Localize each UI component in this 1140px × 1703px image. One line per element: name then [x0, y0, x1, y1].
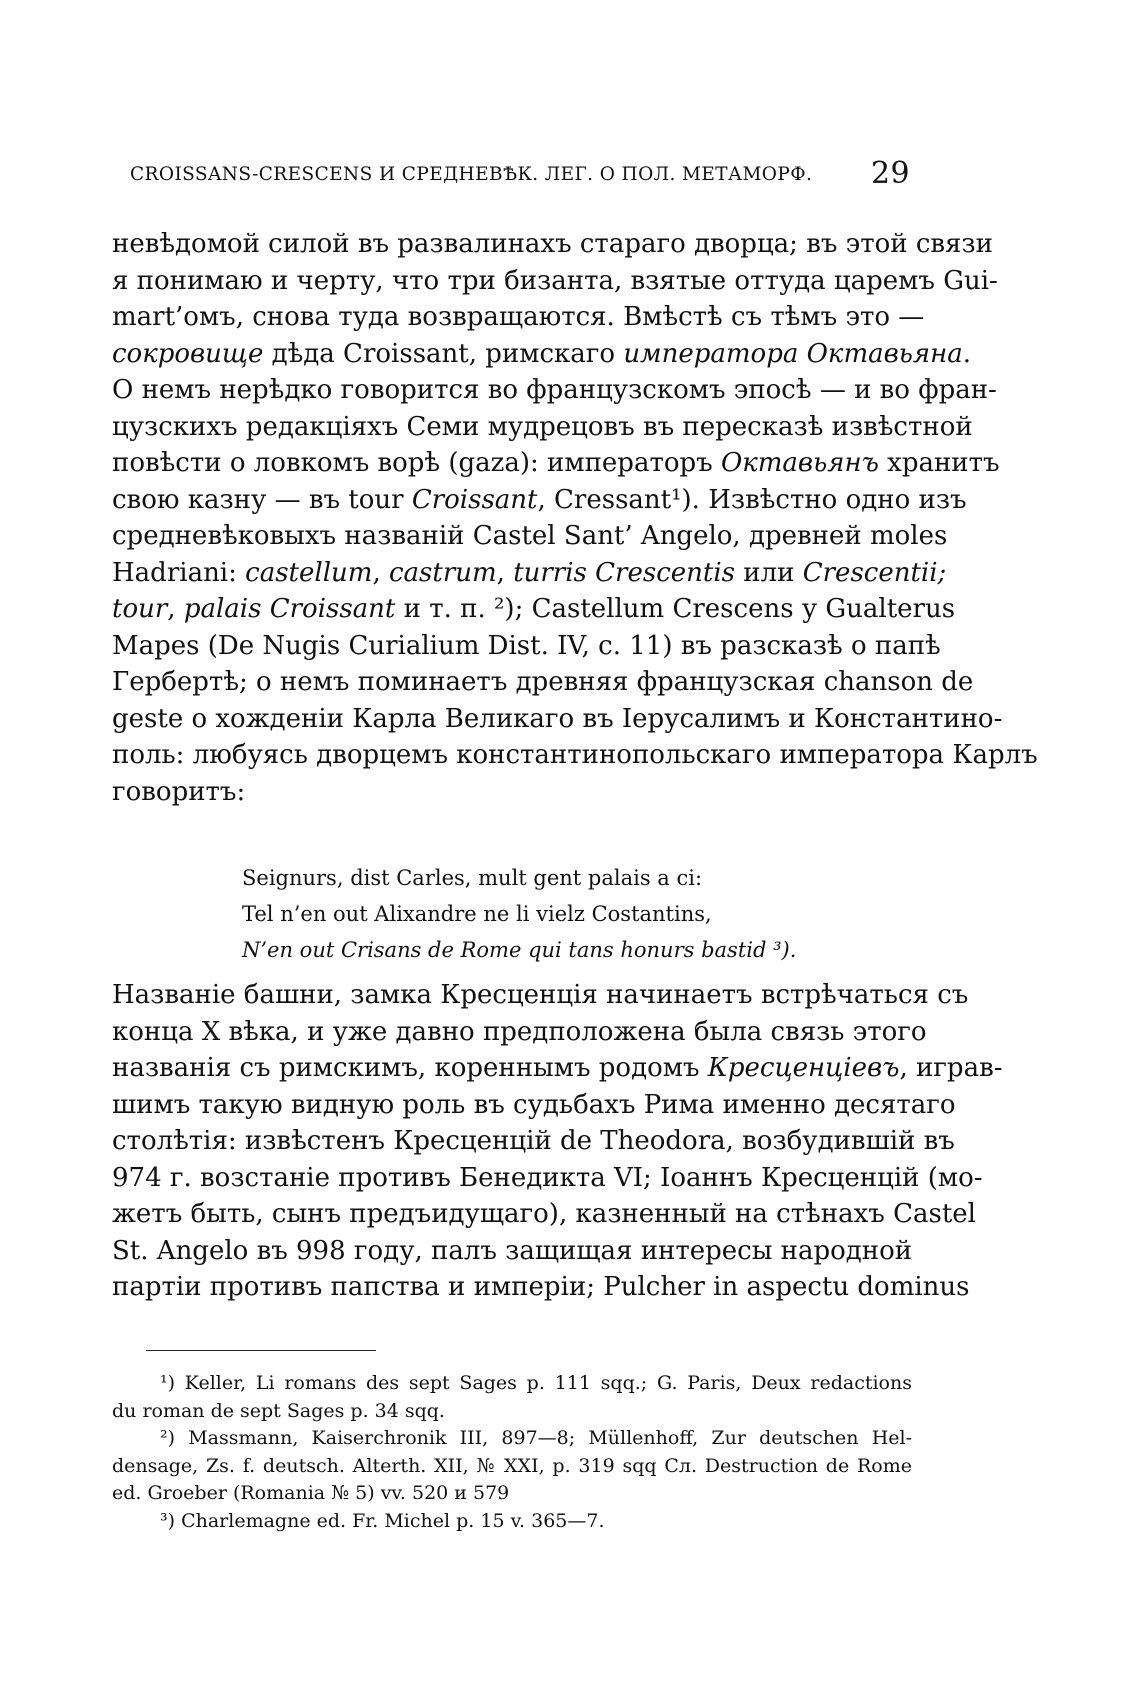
running-title: CROISSANS-CRESCENS И СРЕДНЕВѢК. ЛЕГ. О ПОЛ. МЕТАМОРФ. [130, 164, 813, 185]
text-line: названія съ римскимъ, кореннымъ родомъ Кресценціевъ, играв- [112, 1053, 1003, 1083]
text-line: сокровище дѣда Croissant, римскаго императора Октавьяна. [112, 338, 971, 369]
text-line: mart’омъ, снова туда возвращаются. Вмѣстѣ съ тѣмъ это — [112, 302, 925, 332]
text-line: свою казну — въ tour Croissant, Cressant¹). Извѣстно одно изъ [112, 484, 967, 515]
footnote-line: ed. Groeber (Romania № 5) vv. 520 и 579 [112, 1482, 510, 1504]
footnote-divider [146, 1350, 376, 1351]
footnote-line: ³) Charlemagne ed. Fr. Michel p. 15 v. 365—7. [160, 1509, 605, 1532]
verse-line: Seignurs, dist Carles, mult gent palais a ci: [242, 866, 703, 890]
text-line: конца X вѣка, и уже давно предположена была связь этого [112, 1016, 927, 1047]
text-line: я понимаю и черту, что три бизанта, взятые оттуда царемъ Gui- [112, 265, 998, 296]
verse-quotation [242, 860, 862, 968]
footnote-line: ¹) Keller, Li romans des sept Sages p. 111 sqq.; G. Paris, Deux redactions [160, 1372, 912, 1394]
footnotes [112, 1370, 912, 1535]
text-line: Гербертѣ; о немъ поминаетъ древняя французская chanson de [112, 667, 974, 697]
text-line: поль: любуясь дворцемъ константинопольскаго императора Карлъ [112, 740, 1038, 770]
text-line: шимъ такую видную роль въ судьбахъ Рима именно десятаго [112, 1089, 956, 1120]
text-line: средневѣковыхъ названій Castel Sant’ Angelo, древней moles [112, 521, 948, 551]
text-line: невѣдомой силой въ развалинахъ стараго дворца; въ этой связи [112, 229, 993, 259]
footnote-line: densage, Zs. f. deutsch. Alterth. XII, № XXI, p. 319 sqq Сл. Destruction de Rome [112, 1454, 912, 1477]
paragraph-2 [112, 977, 1003, 1306]
verse-line: Tel n’en out Alixandre ne li vielz Costantins, [242, 902, 712, 926]
verse-line: N’en out Crisans de Rome qui tans honurs bastid ³). [242, 938, 797, 962]
text-line: tour, palais Croissant и т. п. ²); Castellum Crescens у Gualterus [112, 594, 956, 624]
text-line: говоритъ: [112, 776, 246, 807]
text-line: St. Angelo въ 998 году, палъ защищая интересы народной [112, 1235, 913, 1266]
text-line: столѣтія: извѣстенъ Кресценцій de Theodora, возбудившій въ [112, 1126, 955, 1156]
text-line: Названіе башни, замка Кресценція начинаетъ встрѣчаться съ [112, 980, 969, 1010]
page-number: 29 [871, 156, 910, 191]
text-line: О немъ нерѣдко говорится во французскомъ эпосѣ — и во фран- [112, 375, 997, 405]
text-line: Mapes (De Nugis Curialium Dist. IV, c. 11) въ разсказѣ о папѣ [112, 630, 941, 661]
text-line: повѣсти о ловкомъ ворѣ (gaza): императоръ Октавьянъ хранитъ [112, 448, 1000, 478]
paragraph-1 [112, 226, 1038, 810]
running-header [130, 156, 910, 196]
text-line: Hadriani: castellum, castrum, turris Crescentis или Crescentii; [112, 557, 947, 588]
text-line: партіи противъ папства и имперіи; Pulcher in aspectu dominus [112, 1272, 970, 1302]
text-line: цузскихъ редакціяхъ Семи мудрецовъ въ пересказѣ извѣстной [112, 411, 973, 442]
text-line: жетъ быть, сынъ предъидущаго), казненный на стѣнахъ Castel [112, 1199, 976, 1229]
text-line: geste о хожденіи Карла Великаго въ Іерусалимъ и Константино- [112, 703, 1003, 734]
text-line: 974 г. возстаніе противъ Бенедикта VI; Іоаннъ Кресценцій (мо- [112, 1162, 983, 1193]
footnote-line: ²) Massmann, Kaiserchronik III, 897—8; Müllenhoff, Zur deutschen Hel- [160, 1427, 912, 1449]
footnote-line: du roman de sept Sages p. 34 sqq. [112, 1399, 445, 1422]
